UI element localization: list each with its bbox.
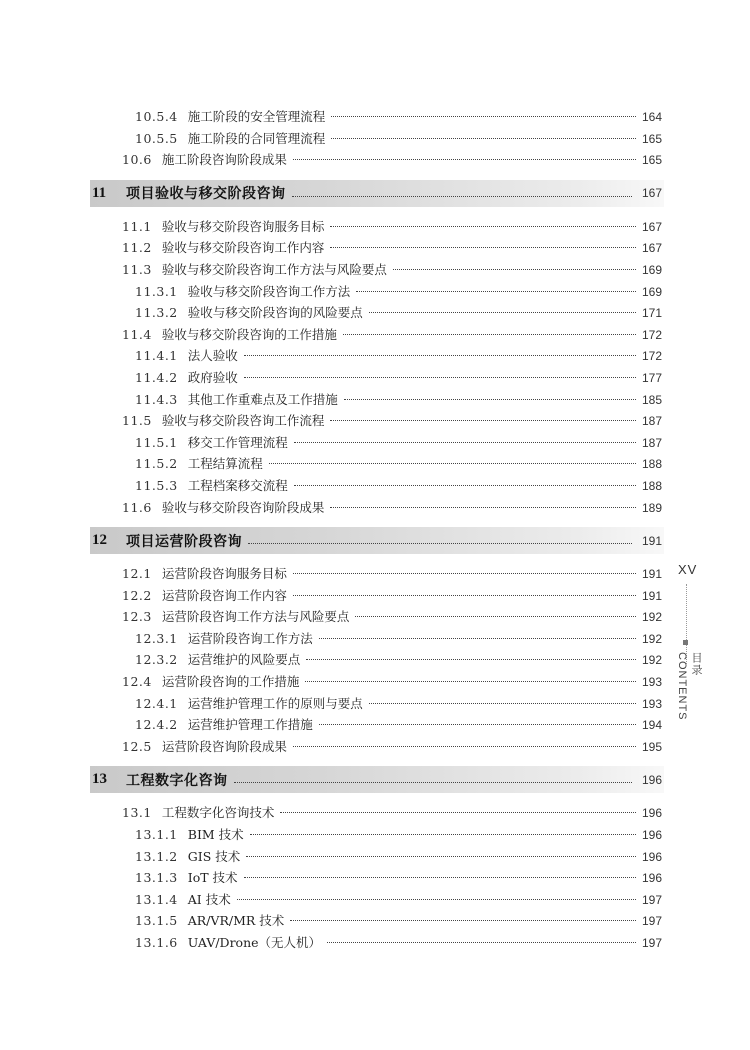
toc-entry-page: 197 xyxy=(642,892,663,907)
toc-entry-number: 11.6 xyxy=(122,499,152,515)
toc-entry-title: 工程结算流程 xyxy=(187,456,263,472)
toc-entry-title: 运营阶段咨询工作方法 xyxy=(187,630,313,646)
toc-entry-page: 169 xyxy=(642,262,663,277)
dot-leader xyxy=(331,138,636,139)
toc-entry-title: BIM 技术 xyxy=(187,827,244,843)
toc-entry-title: 验收与移交阶段咨询的风险要点 xyxy=(187,305,363,321)
toc-entry-page: 165 xyxy=(642,131,663,146)
toc-entry[interactable] xyxy=(92,432,662,454)
toc-entry-page: 172 xyxy=(642,349,663,364)
toc-entry[interactable] xyxy=(92,281,662,303)
toc-entry[interactable] xyxy=(92,628,662,650)
toc-entry-title: 施工阶段的合同管理流程 xyxy=(187,130,326,146)
dot-leader xyxy=(330,247,636,248)
toc-entry-page: 172 xyxy=(642,327,663,342)
dot-leader xyxy=(293,746,636,747)
toc-entry[interactable] xyxy=(92,585,662,607)
toc-entry-title: 运营维护管理工作的原则与要点 xyxy=(187,695,363,711)
dot-leader xyxy=(343,334,636,335)
dot-leader xyxy=(237,899,636,900)
dot-leader xyxy=(330,420,636,421)
chapter-title: 项目验收与移交阶段咨询 xyxy=(126,186,286,203)
dot-leader xyxy=(306,659,636,660)
toc-entry-title: 施工阶段咨询阶段成果 xyxy=(161,152,287,168)
toc-entry-title: UAV/Drone（无人机） xyxy=(187,935,322,950)
dot-leader xyxy=(293,573,636,574)
toc-entry-page: 167 xyxy=(642,241,663,256)
toc-entry-page: 192 xyxy=(642,610,663,625)
toc-entry-number: 13.1.5 xyxy=(135,913,178,929)
toc-entry-page: 195 xyxy=(642,739,663,754)
chapter-number: 12 xyxy=(92,532,107,549)
toc-entry-number: 13.1.4 xyxy=(135,891,178,907)
toc-entry-number: 11.5.2 xyxy=(135,456,178,472)
dot-leader xyxy=(293,159,636,160)
toc-entry-title: 运营阶段咨询阶段成果 xyxy=(161,738,287,754)
dot-leader xyxy=(294,485,636,486)
toc-entry-page: 197 xyxy=(642,936,663,950)
chapter-number: 11 xyxy=(92,184,107,201)
dot-leader xyxy=(344,399,636,400)
toc-entry-number: 13.1 xyxy=(122,805,152,821)
section-label: 目录 CONTENTS xyxy=(676,652,702,721)
toc-entry-page: 196 xyxy=(642,828,663,843)
toc-entry[interactable] xyxy=(92,889,662,911)
table-of-contents xyxy=(92,106,662,954)
toc-entry-title: GIS 技术 xyxy=(187,848,241,864)
toc-entry[interactable] xyxy=(92,106,662,128)
toc-entry-page: 193 xyxy=(642,675,663,690)
dot-leader xyxy=(369,312,636,313)
toc-entry-page: 169 xyxy=(642,284,663,299)
toc-entry[interactable] xyxy=(92,259,662,281)
toc-entry-page: 187 xyxy=(642,414,663,429)
toc-entry[interactable] xyxy=(92,410,662,432)
toc-entry[interactable] xyxy=(92,693,662,715)
toc-entry-number: 11.5.1 xyxy=(135,434,178,450)
toc-entry-number: 11.5.3 xyxy=(135,477,178,493)
toc-entry-title: 验收与移交阶段咨询工作方法与风险要点 xyxy=(161,261,387,277)
toc-entry[interactable] xyxy=(92,149,662,171)
toc-entry-page: 188 xyxy=(642,478,663,493)
toc-entry[interactable] xyxy=(92,497,662,519)
toc-entry[interactable] xyxy=(92,867,662,889)
toc-entry-title: 施工阶段的安全管理流程 xyxy=(187,109,326,124)
toc-entry-number: 12.4.2 xyxy=(135,717,178,733)
toc-entry-number: 11.1 xyxy=(122,218,152,234)
toc-entry[interactable] xyxy=(92,714,662,736)
chapter-page: 167 xyxy=(641,186,662,201)
toc-entry-title: 验收与移交阶段咨询服务目标 xyxy=(161,218,325,234)
toc-entry-number: 11.4.3 xyxy=(135,391,178,407)
toc-entry-page: 165 xyxy=(642,153,663,168)
chapter-title: 工程数字化咨询 xyxy=(126,772,228,789)
chapter-heading-11[interactable] xyxy=(90,180,664,207)
toc-entry[interactable] xyxy=(92,802,662,824)
page-number: XV xyxy=(678,562,698,577)
toc-entry-page: 192 xyxy=(642,631,663,646)
toc-entry[interactable] xyxy=(92,367,662,389)
toc-entry-page: 196 xyxy=(642,849,663,864)
toc-entry-page: 196 xyxy=(642,871,663,886)
toc-entry-page: 193 xyxy=(642,696,663,711)
toc-entry-number: 11.4.1 xyxy=(135,348,178,364)
toc-entry-number: 10.5.4 xyxy=(135,109,178,124)
dot-leader xyxy=(319,638,636,639)
toc-entry-page: 167 xyxy=(642,219,663,234)
dot-leader xyxy=(355,616,636,617)
toc-entry[interactable] xyxy=(92,453,662,475)
dot-leader xyxy=(269,463,636,464)
toc-entry-number: 12.1 xyxy=(122,566,152,582)
toc-entry-number: 11.3.1 xyxy=(135,283,178,299)
toc-entry[interactable] xyxy=(92,846,662,868)
toc-entry-number: 12.5 xyxy=(122,738,152,754)
dot-leader xyxy=(319,724,636,725)
toc-entry[interactable] xyxy=(92,736,662,758)
toc-entry-number: 11.3.2 xyxy=(135,305,178,321)
toc-entry-title: 验收与移交阶段咨询工作流程 xyxy=(161,413,325,429)
toc-entry-number: 12.3 xyxy=(122,609,152,625)
toc-entry[interactable] xyxy=(92,563,662,585)
dot-leader xyxy=(369,703,636,704)
toc-entry-page: 171 xyxy=(642,306,663,321)
toc-entry-number: 12.3.1 xyxy=(135,630,178,646)
toc-entry-number: 11.5 xyxy=(122,413,152,429)
toc-entry-title: 其他工作重难点及工作措施 xyxy=(187,391,338,407)
dot-leader xyxy=(234,782,633,783)
toc-entry-page: 177 xyxy=(642,370,663,385)
toc-entry-title: 运营阶段咨询工作内容 xyxy=(161,587,287,603)
dot-leader xyxy=(292,196,633,197)
toc-entry-page: 196 xyxy=(642,806,663,821)
toc-entry-page: 197 xyxy=(642,914,663,929)
toc-entry-number: 13.1.3 xyxy=(135,870,178,886)
toc-entry-title: 运营维护的风险要点 xyxy=(187,652,301,668)
toc-entry[interactable] xyxy=(92,216,662,238)
toc-entry-title: 运营阶段咨询工作方法与风险要点 xyxy=(161,609,350,625)
toc-entry[interactable] xyxy=(92,475,662,497)
toc-entry-number: 13.1.6 xyxy=(135,935,178,950)
toc-entry-title: 验收与移交阶段咨询的工作措施 xyxy=(161,326,337,342)
chapter-page: 191 xyxy=(641,533,662,548)
toc-entry[interactable] xyxy=(92,324,662,346)
toc-entry-number: 12.4 xyxy=(122,674,152,690)
chapter-title: 项目运营阶段咨询 xyxy=(126,533,242,550)
toc-entry-number: 11.4.2 xyxy=(135,369,178,385)
toc-entry[interactable] xyxy=(92,389,662,411)
toc-entry[interactable] xyxy=(92,128,662,150)
toc-entry-title: 移交工作管理流程 xyxy=(187,434,288,450)
dot-leader xyxy=(280,812,636,813)
dot-leader xyxy=(330,226,636,227)
toc-entry-number: 12.3.2 xyxy=(135,652,178,668)
dot-leader xyxy=(294,442,636,443)
dot-leader xyxy=(250,834,636,835)
toc-entry[interactable] xyxy=(92,345,662,367)
toc-entry-title: 运营阶段咨询服务目标 xyxy=(161,566,287,582)
toc-entry-title: 政府验收 xyxy=(187,369,238,385)
chapter-heading-13[interactable] xyxy=(90,766,664,793)
dot-leader xyxy=(244,877,636,878)
dot-leader xyxy=(327,942,636,943)
dot-leader xyxy=(331,116,636,117)
toc-entry-title: 运营维护管理工作措施 xyxy=(187,717,313,733)
toc-entry-title: 验收与移交阶段咨询阶段成果 xyxy=(161,499,325,515)
toc-entry-number: 13.1.1 xyxy=(135,827,178,843)
toc-entry-number: 10.6 xyxy=(122,152,152,168)
toc-entry[interactable] xyxy=(92,824,662,846)
toc-entry[interactable] xyxy=(92,302,662,324)
toc-entry[interactable] xyxy=(92,237,662,259)
toc-entry[interactable] xyxy=(92,932,662,954)
toc-entry-title: AI 技术 xyxy=(187,891,231,907)
toc-entry-page: 164 xyxy=(642,110,663,124)
toc-entry-number: 11.2 xyxy=(122,240,152,256)
toc-entry-title: 运营阶段咨询的工作措施 xyxy=(161,674,300,690)
toc-entry[interactable] xyxy=(92,606,662,628)
chapter-heading-12[interactable] xyxy=(90,527,664,554)
toc-entry-page: 189 xyxy=(642,500,663,515)
toc-entry-title: 法人验收 xyxy=(187,348,238,364)
toc-entry-number: 11.4 xyxy=(122,326,152,342)
toc-entry-title: 验收与移交阶段咨询工作内容 xyxy=(161,240,325,256)
toc-entry-page: 185 xyxy=(642,392,663,407)
toc-entry[interactable] xyxy=(92,910,662,932)
toc-entry-title: IoT 技术 xyxy=(187,870,238,886)
toc-entry-number: 11.3 xyxy=(122,261,152,277)
dot-leader xyxy=(244,377,636,378)
toc-entry-title: AR/VR/MR 技术 xyxy=(187,913,285,929)
toc-entry-page: 187 xyxy=(642,435,663,450)
toc-entry-page: 194 xyxy=(642,718,663,733)
toc-entry-page: 188 xyxy=(642,457,663,472)
square-bullet-icon xyxy=(683,640,688,645)
toc-entry-number: 12.4.1 xyxy=(135,695,178,711)
toc-entry-page: 192 xyxy=(642,653,663,668)
dot-leader xyxy=(244,355,636,356)
toc-entry-number: 13.1.2 xyxy=(135,848,178,864)
dot-leader xyxy=(293,595,636,596)
toc-entry-title: 工程档案移交流程 xyxy=(187,477,288,493)
toc-entry-title: 工程数字化咨询技术 xyxy=(161,805,275,821)
toc-entry[interactable] xyxy=(92,671,662,693)
toc-entry-number: 10.5.5 xyxy=(135,130,178,146)
dot-leader xyxy=(246,856,636,857)
toc-entry-page: 191 xyxy=(642,567,663,582)
chapter-number: 13 xyxy=(92,771,107,788)
dot-leader xyxy=(248,543,632,544)
toc-entry[interactable] xyxy=(92,649,662,671)
toc-entry-page: 191 xyxy=(642,588,663,603)
dot-leader xyxy=(330,507,636,508)
toc-entry-number: 12.2 xyxy=(122,587,152,603)
chapter-page: 196 xyxy=(641,772,662,787)
dot-leader xyxy=(393,269,636,270)
toc-entry-title: 验收与移交阶段咨询工作方法 xyxy=(187,283,351,299)
dot-leader xyxy=(305,681,636,682)
dot-leader xyxy=(356,291,636,292)
dot-leader xyxy=(290,920,636,921)
